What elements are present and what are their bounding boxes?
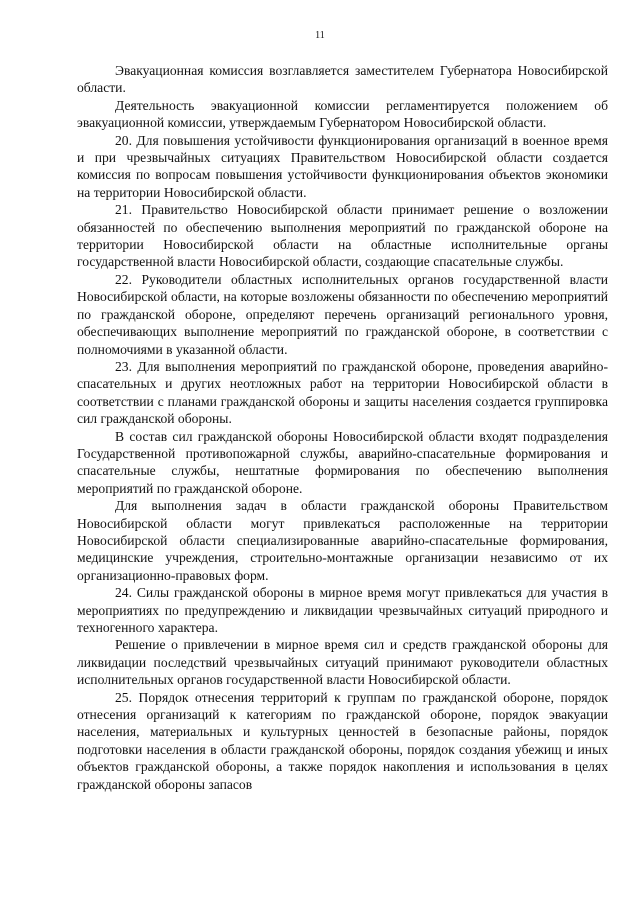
paragraph-commission-head: Эвакуационная комиссия возглавляется заместителем Губернатора Новосибирской области. [77, 63, 608, 96]
paragraph-item-24: 24. Силы гражданской обороны в мирное время могут привлекаться для участия в мероприятиях по предупреждению и ликвидации чрезвычайных ситуаций природного и техногенного характера. [77, 585, 608, 635]
paragraph-item-20: 20. Для повышения устойчивости функционирования организаций в военное время и при чрезвычайных ситуациях Правительством Новосибирской области создается комиссия по вопросам повышения устойчивости функционирования объектов экономики на территории Новосибирской области. [77, 132, 608, 200]
paragraph-forces-attraction: Для выполнения задач в области гражданской обороны Правительством Новосибирской области могут привлекаться расположенные на территории Новосибирской области специализированные аварийно-спасательные формирования, медицинские учреждения, строительно-монтажные организации независимо от их организационно-правовых форм. [77, 498, 608, 583]
paragraph-item-25: 25. Порядок отнесения территорий к группам по гражданской обороне, порядок отнесения организаций к категориям по гражданской обороне, порядок эвакуации населения, материальных и культурных ценностей в безопасные районы, порядок подготовки населения в области гражданской обороны, порядок создания убежищ и иных объектов гражданской обороны, а также порядок накопления и использования в целях гражданской обороны запасов [77, 689, 608, 792]
paragraph-item-21: 21. Правительство Новосибирской области принимает решение о возложении обязанностей по обеспечению выполнения мероприятий по гражданской обороне на территории Новосибирской области на областные исполнительные органы государственной власти Новосибирской области, создающие спасательные службы. [77, 202, 608, 270]
paragraph-item-22: 22. Руководители областных исполнительных органов государственной власти Новосибирской области, на которые возложены обязанности по обеспечению мероприятий по гражданской обороне, определяют перечень организаций регионального уровня, обеспечивающих выполнение мероприятий по гражданской обороне, в соответствии с полномочиями в указанной области. [77, 271, 608, 357]
document-body [77, 62, 608, 793]
page-number: 11 [315, 30, 325, 41]
paragraph-forces-composition: В состав сил гражданской обороны Новосибирской области входят подразделения Государственной противопожарной службы, аварийно-спасательные формирования и спасательные службы, нештатные формирования по обеспечению выполнения мероприятий по гражданской обороне. [77, 428, 608, 496]
paragraph-peacetime-decision: Решение о привлечении в мирное время сил и средств гражданской обороны для ликвидации последствий чрезвычайных ситуаций принимают руководители областных исполнительных органов государственной власти Новосибирской области. [77, 637, 608, 688]
paragraph-item-23: 23. Для выполнения мероприятий по гражданской обороне, проведения аварийно-спасательных и других неотложных работ на территории Новосибирской области в соответствии с планами гражданской обороны и защиты населения создается группировка сил гражданской обороны. [77, 358, 608, 427]
paragraph-commission-regulation: Деятельность эвакуационной комиссии регламентируется положением об эвакуационной комиссии, утверждаемым Губернатором Новосибирской области. [77, 97, 608, 131]
